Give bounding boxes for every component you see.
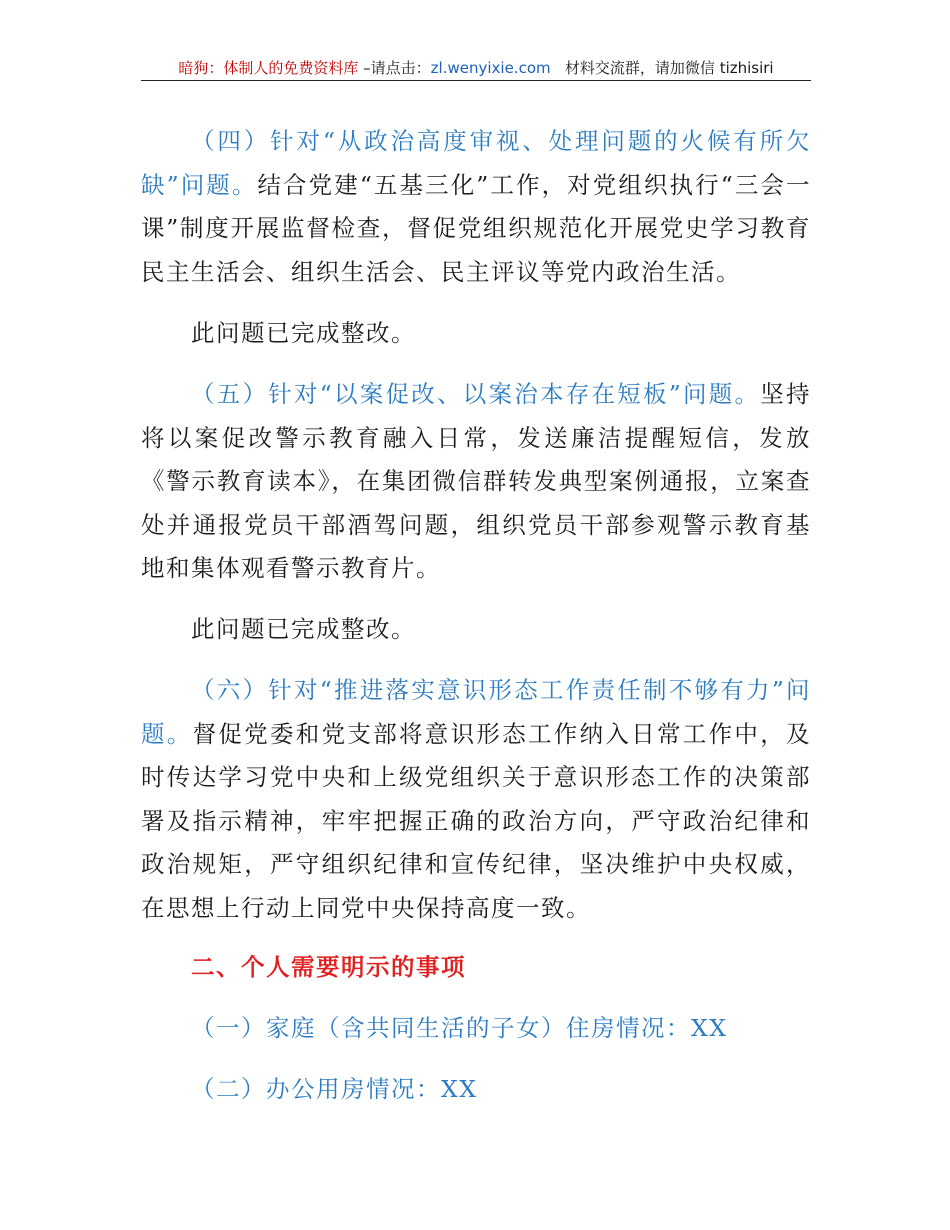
- item-5-body: 坚持将以案促改警示教育融入日常，发送廉洁提醒短信，发放《警示教育读本》，在集团微信群转发典型案例通报，立案查处并通报党员干部酒驾问题，组织党员干部参观警示教育基地和集体观看警示教育片。: [141, 380, 811, 582]
- item-4-title: （四）针对“从政治高度审视、处理问题的火候有所欠缺”问题。: [141, 127, 811, 199]
- paragraph-item-6: [141, 669, 811, 930]
- header-url-link[interactable]: zl.wenyixie.com: [430, 59, 551, 77]
- item-4-body: 结合党建“五基三化”工作，对党组织执行“三会一课”制度开展监督检查，督促党组织规范化开展党史学习教育民主生活会、组织生活会、民主评议等党内政治生活。: [141, 170, 811, 286]
- header-site-name: 暗狗：体制人的免费资料库: [178, 59, 359, 77]
- paragraph-item-5: [141, 373, 811, 591]
- item-6-title: （六）针对“推进落实意识形态工作责任制不够有力”问题。: [141, 676, 811, 748]
- header-wechat-note: 材料交流群，请加微信 tizhisiri: [564, 59, 774, 77]
- item-5-status: 此问题已完成整改。: [191, 615, 416, 643]
- section-2-item-1: （一）家庭（含共同生活的子女）住房情况：XX: [191, 1014, 728, 1042]
- paragraph-item-4: [141, 120, 811, 294]
- item-6-body: 督促党委和党支部将意识形态工作纳入日常工作中，及时传达学习党中央和上级党组织关于意识形态工作的决策部署及指示精神，牢牢把握正确的政治方向，严守政治纪律和政治规矩，严守组织纪律和宣传纪律，坚决维护中央权威，在思想上行动上同党中央保持高度一致。: [141, 719, 812, 922]
- header-click-prompt: –请点击：: [358, 59, 431, 77]
- item-4-status: 此问题已完成整改。: [191, 319, 416, 347]
- item-5-title: （五）针对“以案促改、以案治本存在短板”问题。: [191, 380, 761, 408]
- page-header: [141, 56, 811, 81]
- section-2-item-2: （二）办公用房情况：XX: [191, 1075, 478, 1103]
- section-2-heading: 二、个人需要明示的事项: [191, 953, 466, 981]
